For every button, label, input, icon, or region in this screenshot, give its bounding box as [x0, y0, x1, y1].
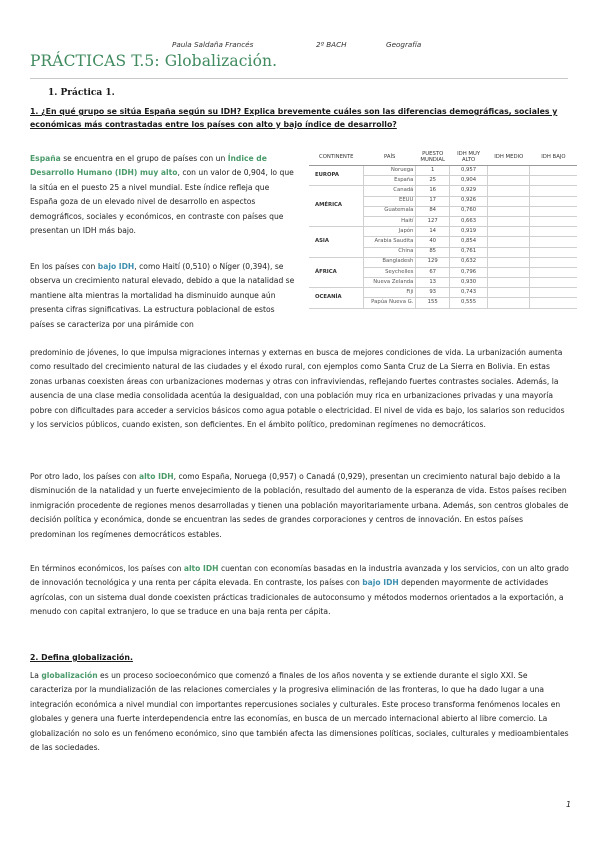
- cell-empty: [530, 237, 577, 247]
- cell-rank: 16: [416, 186, 450, 196]
- th-continente: CONTINENTE: [309, 150, 363, 166]
- cell-empty: [530, 176, 577, 186]
- cell-empty: [530, 288, 577, 298]
- cell-continent: EUROPA: [309, 166, 363, 186]
- cell-idh: 0,796: [449, 267, 487, 277]
- cell-continent: AMÉRICA: [309, 186, 363, 227]
- cell-rank: 84: [416, 206, 450, 216]
- cell-idh: 0,919: [449, 227, 487, 237]
- cell-country: Papúa Nueva G.: [363, 298, 415, 308]
- cell-country: Nueva Zelanda: [363, 278, 415, 288]
- highlight-globalizacion: globalización: [41, 671, 98, 680]
- cell-empty: [530, 216, 577, 226]
- cell-empty: [530, 298, 577, 308]
- paragraph-spain: España se encuentra en el grupo de países con un Índice de Desarrollo Humano (IDH) muy alto, con un valor de 0,904, lo que la sitúa en el puesto 25 a nivel mundial. Este índice refleja que España goza de un elevado nivel de desarrollo en aspectos demográficos, sociales y económicos, en contraste con países que presentan un IDH más bajo.: [30, 154, 294, 236]
- cell-empty: [488, 206, 530, 216]
- cell-rank: 127: [416, 216, 450, 226]
- header-course: 2º BACH: [316, 40, 347, 49]
- cell-country: China: [363, 247, 415, 257]
- highlight-bajo-idh-2: bajo IDH: [362, 578, 399, 588]
- cell-continent: ASIA: [309, 227, 363, 258]
- cell-empty: [488, 288, 530, 298]
- cell-country: Guatemala: [363, 206, 415, 216]
- cell-empty: [530, 278, 577, 288]
- section1-heading: 1. Práctica 1.: [48, 88, 115, 98]
- cell-rank: 129: [416, 257, 450, 267]
- cell-empty: [530, 257, 577, 267]
- table-row: [309, 288, 577, 298]
- page-number: 1: [566, 800, 572, 809]
- cell-idh: 0,957: [449, 166, 487, 176]
- cell-empty: [488, 166, 530, 176]
- cell-empty: [488, 237, 530, 247]
- cell-idh: 0,555: [449, 298, 487, 308]
- paragraph-low-idh-intro: En los países con bajo IDH, como Haití (0,510) o Níger (0,394), se observa un crecimiento natural elevado, debido a que la natalidad se mantiene alta mientras la mortalidad ha disminuido aunque aún presenta cifras significativas. La estructura poblacional de estos países se caracteriza por una pirámide con: [30, 262, 295, 329]
- paragraph-economy: En términos económicos, los países con alto IDH cuentan con economías basadas en la industria avanzada y los servicios, con un alto grado de innovación tecnológica y una renta per cápita elevada. En contraste, los países con bajo IDH dependen mayormente de actividades agrícolas, con un sistema dual donde coexisten prácticas tradicionales de autoconsumo y métodos modernos orientados a la exportación, a menudo con capital extranjero, lo que se traduce en una baja renta per cápita.: [30, 564, 569, 617]
- section2-heading: 2. Defina globalización.: [30, 653, 133, 662]
- cell-idh: 0,632: [449, 257, 487, 267]
- table-header-row: [309, 150, 577, 166]
- cell-empty: [530, 196, 577, 206]
- cell-empty: [488, 196, 530, 206]
- cell-empty: [530, 247, 577, 257]
- cell-empty: [488, 267, 530, 277]
- cell-empty: [488, 176, 530, 186]
- cell-rank: 13: [416, 278, 450, 288]
- cell-rank: 1: [416, 166, 450, 176]
- cell-rank: 93: [416, 288, 450, 298]
- cell-empty: [488, 257, 530, 267]
- cell-country: Noruega: [363, 166, 415, 176]
- idh-table: [309, 150, 577, 309]
- cell-idh: 0,926: [449, 196, 487, 206]
- cell-empty: [488, 278, 530, 288]
- cell-empty: [530, 166, 577, 176]
- cell-country: Bangladesh: [363, 257, 415, 267]
- table-row: [309, 257, 577, 267]
- th-idh-bajo: IDH BAJO: [530, 150, 577, 166]
- cell-country: Fiji: [363, 288, 415, 298]
- paragraph-high-idh: Por otro lado, los países con alto IDH, como España, Noruega (0,957) o Canadá (0,929), presentan un crecimiento natural bajo debido a la disminución de la natalidad y un fuerte envejecimiento de la población, resultado del aumento de la esperanza de vida. Estos países reciben inmigración procedente de regiones menos desarrolladas y tienen una población mayoritariamente urbana. Además, son centros globales de decisión política y económica, donde se encuentran las sedes de grandes corporaciones y centros de innovación. En estos países predominan los regímenes democráticos estables.: [30, 472, 569, 539]
- cell-rank: 155: [416, 298, 450, 308]
- cell-empty: [530, 227, 577, 237]
- cell-idh: 0,743: [449, 288, 487, 298]
- question-1: 1. ¿En qué grupo se sitúa España según su IDH? Explica brevemente cuáles son las diferencias demográficas, sociales y económicas más contrastadas entre los países con alto y bajo índice de desarrollo?: [30, 107, 558, 129]
- cell-empty: [488, 216, 530, 226]
- cell-country: Japón: [363, 227, 415, 237]
- table-row: [309, 227, 577, 237]
- cell-country: Arabia Saudita: [363, 237, 415, 247]
- cell-rank: 25: [416, 176, 450, 186]
- th-puesto: PUESTO MUNDIAL: [416, 150, 450, 166]
- cell-idh: 0,904: [449, 176, 487, 186]
- cell-empty: [488, 247, 530, 257]
- title-divider: [30, 78, 568, 79]
- table-row: [309, 186, 577, 196]
- cell-country: EEUU: [363, 196, 415, 206]
- table-row: [309, 166, 577, 176]
- highlight-alto-idh-2: alto IDH: [183, 564, 219, 573]
- highlight-bajo-idh: bajo IDH: [97, 262, 135, 271]
- page-title: PRÁCTICAS T.5: Globalización.: [30, 52, 278, 70]
- cell-empty: [488, 298, 530, 308]
- cell-idh: 0,663: [449, 216, 487, 226]
- cell-idh: 0,760: [449, 206, 487, 216]
- cell-rank: 17: [416, 196, 450, 206]
- th-idh-muy-alto: IDH MUY ALTO: [449, 150, 487, 166]
- cell-rank: 85: [416, 247, 450, 257]
- cell-idh: 0,761: [449, 247, 487, 257]
- cell-empty: [530, 267, 577, 277]
- cell-empty: [530, 186, 577, 196]
- cell-country: Seychelles: [363, 267, 415, 277]
- cell-continent: OCEANÍA: [309, 288, 363, 308]
- cell-empty: [488, 186, 530, 196]
- highlight-alto-idh: alto IDH: [138, 472, 174, 481]
- cell-idh: 0,854: [449, 237, 487, 247]
- cell-rank: 67: [416, 267, 450, 277]
- paragraph-low-idh-cont: predominio de jóvenes, lo que impulsa migraciones internas y externas en busca de mejores condiciones de vida. La urbanización aumenta como resultado del crecimiento natural de las ciudades y el éxodo rural, con ejemplos como Santa Cruz de La Sierra en Bolivia. En estas zonas urbanas coexisten áreas con urbanizaciones modernas y otras con infraviviendas, reflejando fuertes contrastes sociales. Además, la ausencia de una clase media consolidada acentúa la desigualdad, con una población muy rica en urbanizaciones privadas y una mayoría pobre con dificultades para acceder a servicios básicos como agua potable o electricidad. El nivel de vida es bajo, los salarios son reducidos y los servicios públicos, cuando existen, son deficientes. En el ámbito político, predominan regímenes no democráticos.: [30, 348, 565, 430]
- header-author: Paula Saldaña Francés: [172, 40, 254, 49]
- cell-country: España: [363, 176, 415, 186]
- th-idh-medio: IDH MEDIO: [488, 150, 530, 166]
- header-subject: Geografía: [386, 40, 422, 49]
- cell-idh: 0,929: [449, 186, 487, 196]
- cell-idh: 0,930: [449, 278, 487, 288]
- cell-rank: 14: [416, 227, 450, 237]
- cell-country: Canadá: [363, 186, 415, 196]
- th-pais: PAÍS: [363, 150, 415, 166]
- highlight-espana: España: [30, 154, 61, 163]
- cell-country: Haití: [363, 216, 415, 226]
- highlight-idh-muy-alto: Índice de Desarrollo Humano (IDH) muy alto: [30, 154, 267, 178]
- cell-rank: 40: [416, 237, 450, 247]
- cell-empty: [530, 206, 577, 216]
- table-body: [309, 166, 577, 309]
- paragraph-globalization: La globalización es un proceso socioeconómico que comenzó a finales de los años noventa y se extiende durante el siglo XXI. Se caracteriza por la mundialización de las relaciones comerciales y la progresiva eliminación de las fronteras, lo que ha dado lugar a una integración económica a nivel mundial con importantes repercusiones sociales y culturales. Este proceso transforma fenómenos locales en globales y genera una fuerte interdependencia entre las economías, en busca de un mercado internacional abierto al libre comercio. La globalización no solo es un fenómeno económico, sino que también afecta las dimensiones políticas, sociales, culturales y medioambientales de las sociedades.: [30, 671, 569, 753]
- cell-continent: ÁFRICA: [309, 257, 363, 288]
- cell-empty: [488, 227, 530, 237]
